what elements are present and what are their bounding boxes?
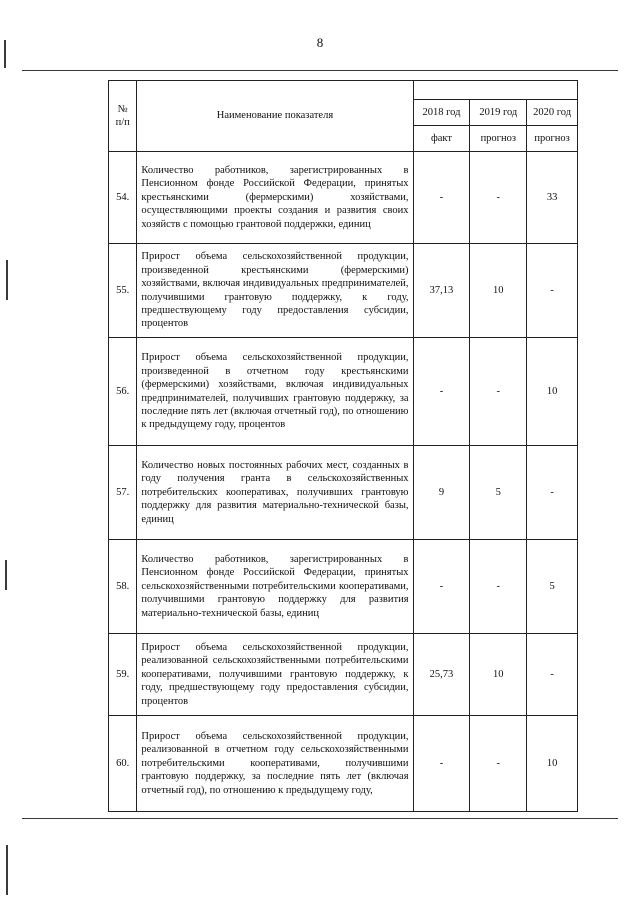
value-2018: -: [413, 152, 470, 244]
header-year-2020: 2020 год: [527, 100, 578, 126]
indicator-name: Количество работников, зарегистрированных в Пенсионном фонде Российской Федерации, принятых сельскохозяйственными потребительскими кооперативами, получившими грантовую поддержку для развития материально-технической базы, единиц: [137, 540, 413, 634]
indicator-name: Прирост объема сельскохозяйственной продукции, произведенной крестьянскими (фермерскими) хозяйствами, включая индивидуальных предпринимателей, получившими грантовую поддержку, к году, предшествующему году предоставления субсидии, процентов: [137, 244, 413, 338]
header-gap-row: [109, 81, 578, 100]
page-number: 8: [316, 35, 324, 50]
scan-line-top: [22, 70, 618, 71]
value-2019: -: [470, 338, 527, 446]
row-number: 59.: [109, 634, 137, 716]
row-number: 58.: [109, 540, 137, 634]
indicator-name: Прирост объема сельскохозяйственной продукции, произведенной в отчетном году крестьянскими (фермерскими) хозяйствами, включая индивидуальных предпринимателей, получивших грантовую поддержку, за последние пять лет (включая отчетный год), по отношению к предыдущему году, процентов: [137, 338, 413, 446]
indicator-name: Количество новых постоянных рабочих мест, созданных в году получения гранта в сельскохозяйственных потребительских кооперативах, получивших грантовую поддержку для развития материально-технической базы, единиц: [137, 446, 413, 540]
value-2020: -: [527, 634, 578, 716]
value-2019: -: [470, 716, 527, 812]
row-number: 56.: [109, 338, 137, 446]
value-2020: 33: [527, 152, 578, 244]
header-years-gap: [413, 81, 577, 100]
table-row: [109, 446, 578, 540]
header-name: Наименование показателя: [137, 81, 413, 152]
row-number: 60.: [109, 716, 137, 812]
scan-mark-left-3: [5, 560, 7, 590]
indicator-name: Прирост объема сельскохозяйственной продукции, реализованной в отчетном году сельскохозяйственными потребительскими кооперативами, получившими грантовую поддержку, за последние пять лет (включая отчетный год), по отношению к предыдущему году,: [137, 716, 413, 812]
row-number: 57.: [109, 446, 137, 540]
indicators-table: [108, 80, 578, 812]
value-2019: -: [470, 540, 527, 634]
table-row: [109, 338, 578, 446]
value-2018: -: [413, 338, 470, 446]
table-row: [109, 716, 578, 812]
table-row: [109, 540, 578, 634]
table-row: [109, 152, 578, 244]
value-2018: -: [413, 540, 470, 634]
value-2018: 37,13: [413, 244, 470, 338]
header-year-2018: 2018 год: [413, 100, 470, 126]
value-2020: -: [527, 446, 578, 540]
row-number: 54.: [109, 152, 137, 244]
value-2018: 9: [413, 446, 470, 540]
table-row: [109, 244, 578, 338]
header-sub-2019: прогноз: [470, 126, 527, 152]
scan-mark-left-4: [6, 845, 8, 895]
row-number: 55.: [109, 244, 137, 338]
value-2020: 10: [527, 338, 578, 446]
value-2020: 10: [527, 716, 578, 812]
value-2019: 5: [470, 446, 527, 540]
indicator-name: Прирост объема сельскохозяйственной продукции, реализованной сельскохозяйственными потребительскими кооперативами, получившими грантовую поддержку, к году, предшествующему году предоставления субсидии, процентов: [137, 634, 413, 716]
table-row: [109, 634, 578, 716]
value-2020: -: [527, 244, 578, 338]
value-2019: 10: [470, 244, 527, 338]
value-2019: -: [470, 152, 527, 244]
indicator-name: Количество работников, зарегистрированных в Пенсионном фонде Российской Федерации, принятых крестьянскими (фермерскими) хозяйствами, осуществляющими проекты создания и развития своих хозяйств с помощью грантовой поддержки, единиц: [137, 152, 413, 244]
scan-mark-left-2: [6, 260, 8, 300]
value-2018: -: [413, 716, 470, 812]
header-year-2019: 2019 год: [470, 100, 527, 126]
value-2019: 10: [470, 634, 527, 716]
header-sub-2020: прогноз: [527, 126, 578, 152]
scan-line-bottom: [22, 818, 618, 819]
value-2018: 25,73: [413, 634, 470, 716]
value-2020: 5: [527, 540, 578, 634]
header-sub-2018: факт: [413, 126, 470, 152]
header-num: № п/п: [109, 81, 137, 152]
